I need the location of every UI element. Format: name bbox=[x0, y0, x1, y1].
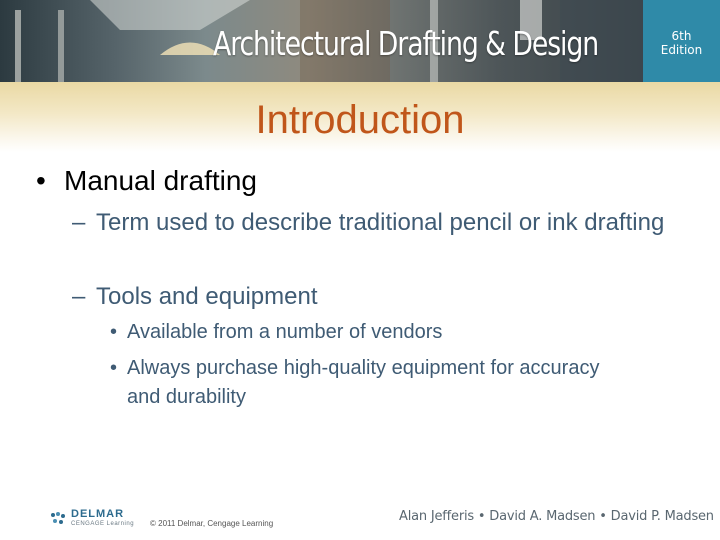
bullet-text: Manual drafting bbox=[64, 165, 258, 196]
book-title: Architectural Drafting & Design bbox=[213, 24, 599, 63]
sub-bullet-text: Term used to describe traditional pencil or ink drafting bbox=[96, 209, 665, 236]
sub-sub-bullet-text: Always purchase high-quality equipment for accuracy and durability bbox=[127, 357, 600, 408]
sub-sub-bullet-text: Available from a number of vendors bbox=[127, 321, 443, 343]
header-banner bbox=[0, 0, 720, 82]
slide-title: Introduction bbox=[255, 98, 465, 142]
bullet-marker: • bbox=[36, 165, 46, 196]
edition-label: Edition bbox=[660, 43, 703, 57]
copyright-notice: © 2011 Delmar, Cengage Learning bbox=[150, 519, 274, 528]
edition-badge bbox=[643, 0, 720, 82]
logo-delmar-text: DELMAR bbox=[71, 508, 125, 520]
edition-number: 6th bbox=[671, 29, 692, 43]
dash-marker: – bbox=[72, 209, 86, 236]
authors-credit: Alan Jefferis • David A. Madsen • David P. Madsen bbox=[399, 509, 714, 524]
dash-marker: – bbox=[72, 283, 86, 310]
bullet-marker: • bbox=[110, 321, 118, 343]
bullet-marker: • bbox=[110, 357, 118, 379]
logo-cengage-text: CENGAGE Learning bbox=[71, 521, 135, 527]
cengage-logo-icon bbox=[50, 511, 66, 527]
sub-bullet-text: Tools and equipment bbox=[96, 283, 318, 310]
